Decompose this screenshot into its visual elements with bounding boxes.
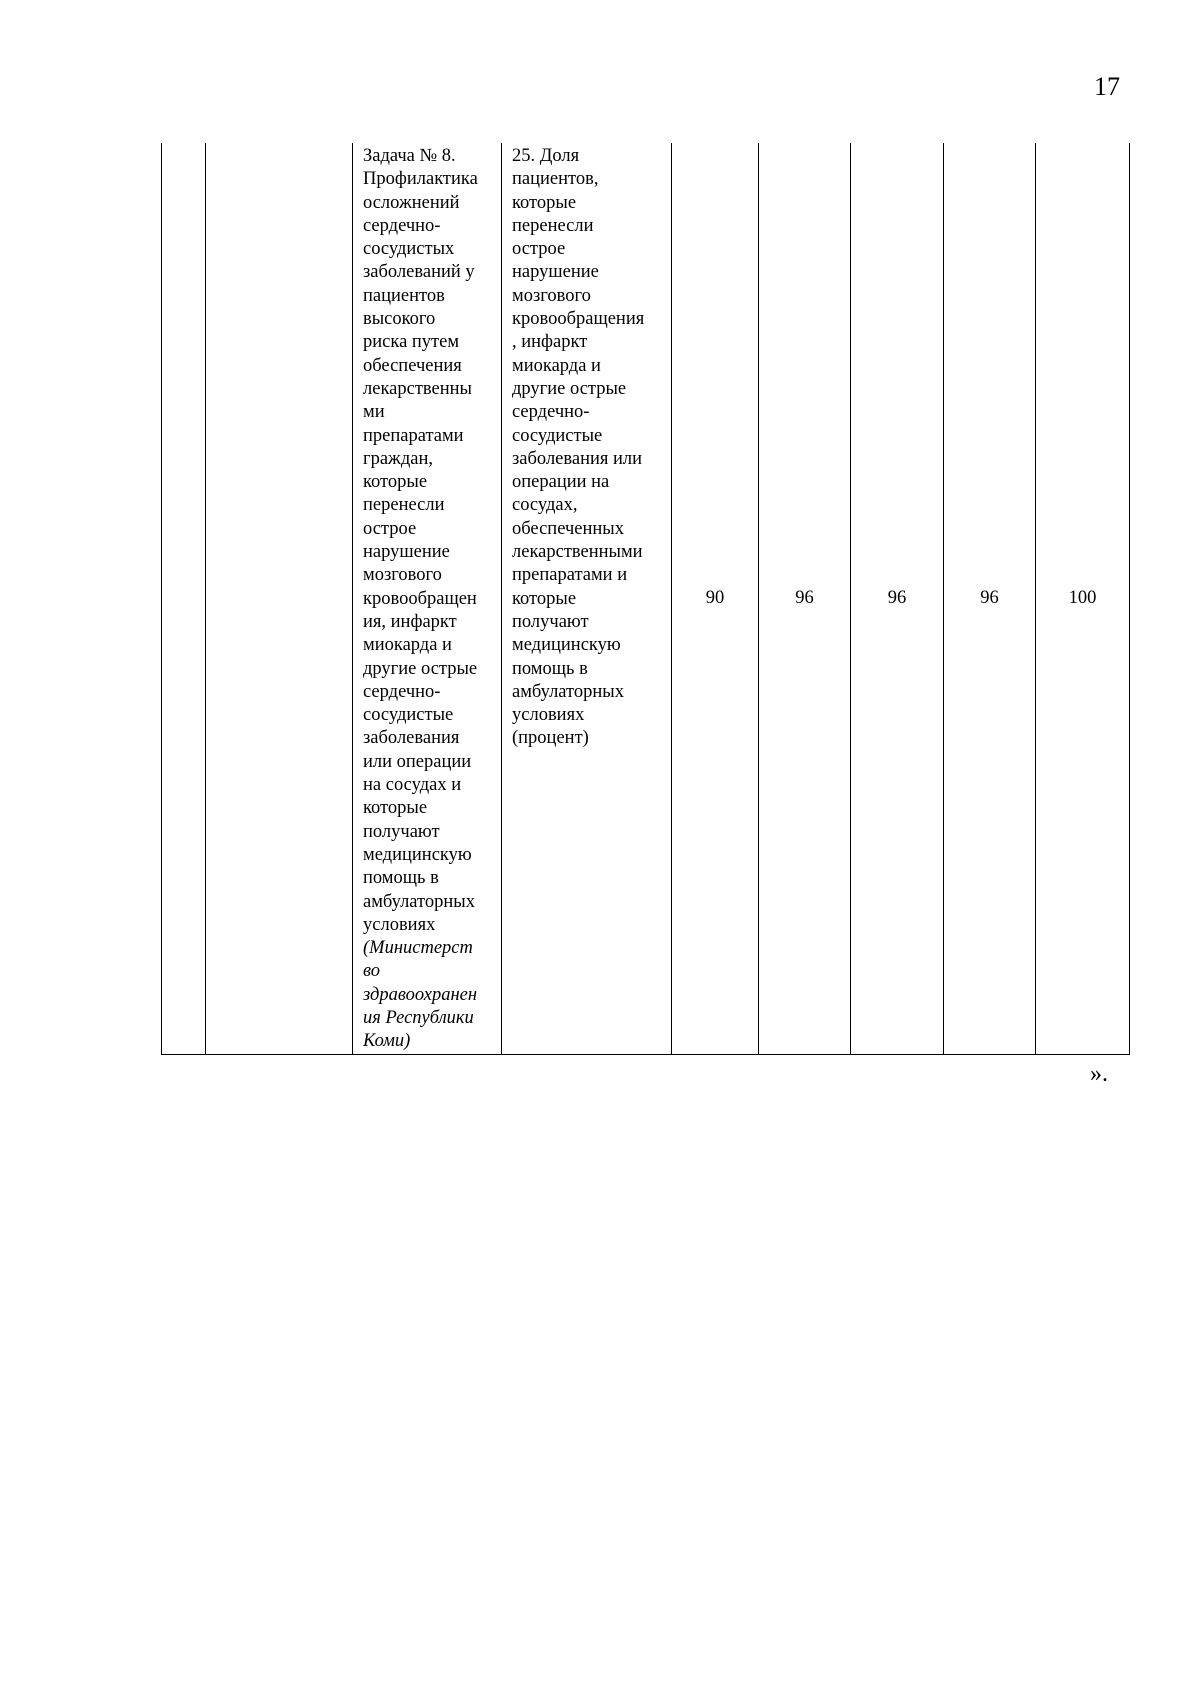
value-cell-3: 96: [851, 143, 944, 1054]
page-number: 17: [1094, 72, 1120, 101]
value-cell-4: 96: [944, 143, 1036, 1054]
indicator-text: 25. Доля пациентов, которые перенесли острое нарушение мозгового кровообращения , инфаркт миокарда и другие острые сердечно- сосудистые заболевания или операции на сосудах, обеспеченных лекарственными препаратами и которые получают медицинскую помощь в амбулаторных условиях (процент): [512, 146, 645, 749]
indicator-cell: [502, 143, 672, 1054]
task-cell: [353, 143, 502, 1054]
empty-cell-2: [206, 143, 353, 1054]
value-cell-5: 100: [1036, 143, 1130, 1054]
table-row: [162, 143, 1130, 1054]
empty-cell-1: [162, 143, 206, 1054]
closing-quote: ».: [1090, 1061, 1108, 1087]
value-cell-2: 96: [759, 143, 851, 1054]
task-responsible-org: (Министерст во здравоохранен ия Республики Коми): [363, 938, 478, 1052]
value-cell-1: 90: [672, 143, 759, 1054]
task-description: [353, 143, 501, 1054]
task-text: Задача № 8. Профилактика осложнений сердечно- сосудистых заболеваний у пациентов высокого риска путем обеспечения лекарственны ми препаратами граждан, которые перенесли острое нарушение мозгового кровообращен ия, инфаркт миокарда и другие острые сердечно- сосудистые заболевания или операции на сосудах и которые получают медицинскую помощь в амбулаторных условиях: [363, 146, 478, 935]
col1-text: [162, 143, 205, 145]
col2-text: [206, 143, 352, 145]
targets-table: [161, 143, 1130, 1055]
